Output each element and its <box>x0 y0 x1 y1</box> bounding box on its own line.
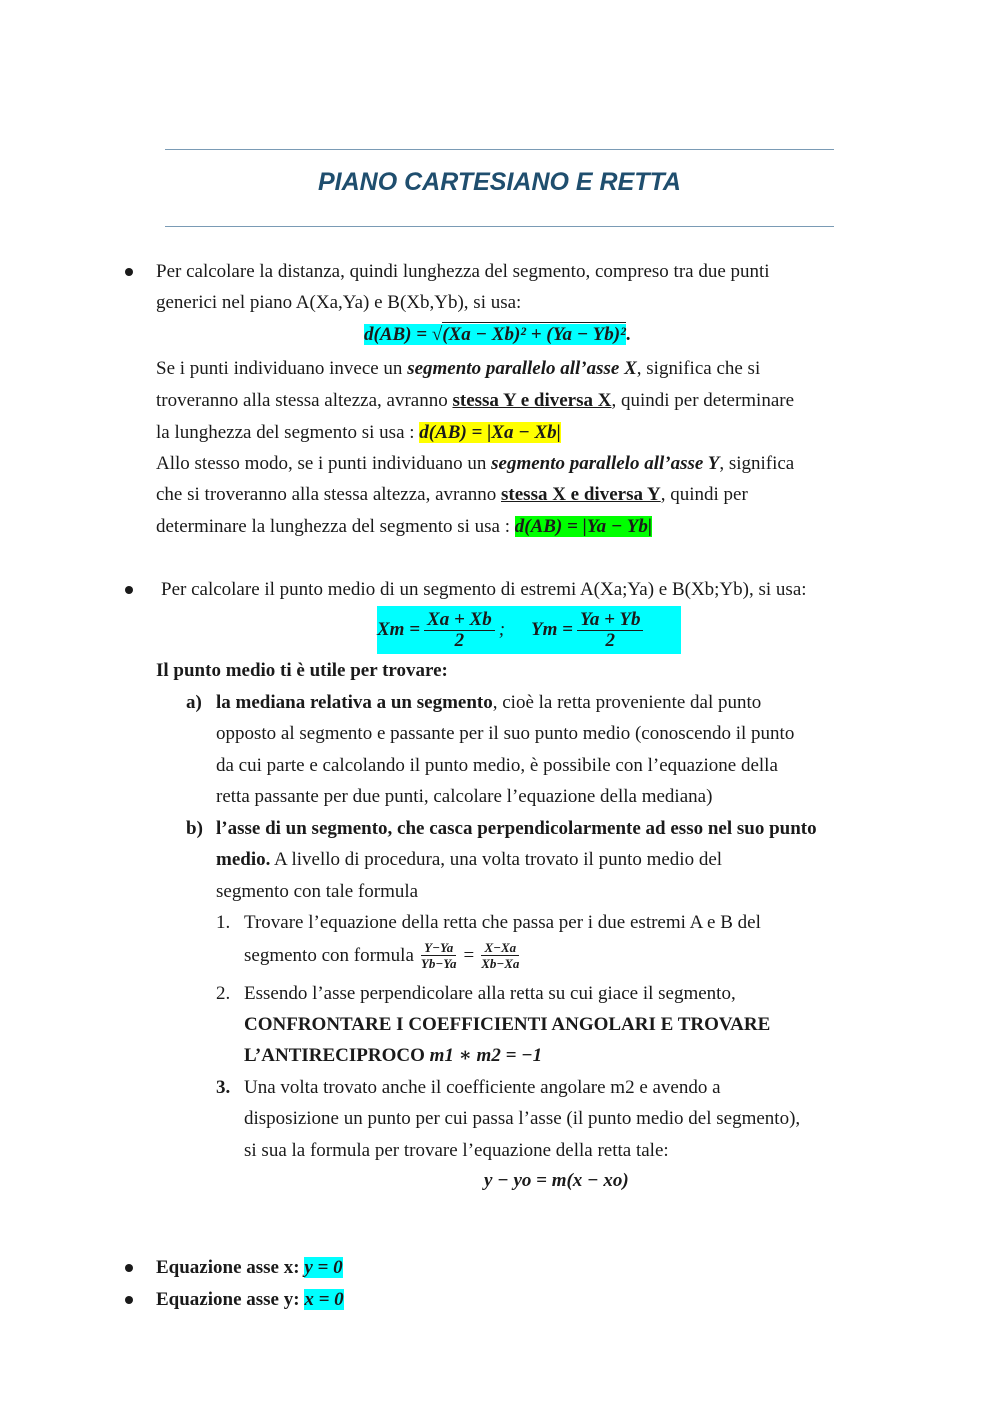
distance-formula-radicand: (Xa − Xb)² + (Ya − Yb)² <box>442 324 626 345</box>
xm-numerator: Xa + Xb <box>424 610 495 631</box>
parallel-y-emphasis: segmento parallelo all’asse Y <box>491 453 720 474</box>
parallel-y-text-f: determinare la lunghezza del segmento si usa : <box>156 516 515 537</box>
parallel-y-formula: d(AB) = |Ya − Yb| <box>514 516 653 537</box>
parallel-x-text-a: Se i punti individuano invece un <box>156 358 408 379</box>
parallel-x-emphasis: segmento parallelo all’asse X <box>407 358 637 379</box>
step-2-line-3 <box>244 1043 542 1069</box>
step-2-label: 2. <box>216 983 231 1004</box>
distance-formula <box>364 322 631 348</box>
step-3-label: 3. <box>216 1077 231 1098</box>
title-bottom-rule <box>165 226 834 227</box>
distance-line-2: generici nel piano A(Xa,Ya) e B(Xb,Yb), si usa: <box>156 292 522 313</box>
item-b-text: A livello di procedura, una volta trovato il punto medio del <box>270 849 723 870</box>
parallel-x-line-2 <box>156 388 794 414</box>
axis-x-equation <box>156 1255 343 1281</box>
item-b-line-2 <box>216 847 722 873</box>
parallel-y-text-c: , significa <box>719 453 795 474</box>
distance-formula-dot: . <box>625 324 631 345</box>
step-1-line-1: Trovare l’equazione della retta che passa per i due estremi A e B del <box>244 912 761 933</box>
parallel-x-underlined: stessa Y e diversa X <box>452 390 612 411</box>
step-1-label: 1. <box>216 912 231 933</box>
ym-label: Ym = <box>531 619 574 640</box>
distance-line-1: Per calcolare la distanza, quindi lunghezza del segmento, compreso tra due punti <box>156 261 770 282</box>
parallel-x-line-1 <box>156 356 760 382</box>
distance-formula-highlight <box>364 324 626 345</box>
item-a-text: , cioè la retta proveniente dal punto <box>492 692 762 713</box>
title-top-rule <box>165 149 834 150</box>
item-a-label: a) <box>186 692 202 713</box>
formula-separator: ; <box>498 619 506 640</box>
line-eq-right-num: X−Xa <box>481 940 519 956</box>
parallel-x-text-d: troveranno alla stessa altezza, avranno <box>156 390 453 411</box>
line-eq-fraction-left <box>418 940 460 971</box>
axis-x-label: Equazione asse x: <box>156 1257 305 1278</box>
step-3-line-2: disposizione un punto per cui passa l’asse (il punto medio del segmento), <box>244 1108 801 1129</box>
item-b-label: b) <box>186 818 203 839</box>
line-eq-equals: = <box>463 944 475 966</box>
item-b-bold: medio. <box>216 849 271 870</box>
parallel-x-text-f: la lunghezza del segmento si usa : <box>156 422 420 443</box>
bullet-axis-y <box>125 1296 133 1304</box>
step-1-line-2 <box>244 940 522 971</box>
line-eq-right-den: Xb−Xa <box>481 956 520 971</box>
parallel-y-underlined: stessa X e diversa Y <box>501 484 661 505</box>
sqrt-symbol: √ <box>431 324 443 345</box>
step-2-bold: L’ANTIRECIPROCO <box>244 1045 430 1066</box>
parallel-x-text-e: , quindi per determinare <box>611 390 795 411</box>
parallel-y-text-d: che si troveranno alla stessa altezza, avranno <box>156 484 502 505</box>
item-a-line-4: retta passante per due punti, calcolare l’equazione della mediana) <box>216 786 713 807</box>
item-b-line-3: segmento con tale formula <box>216 881 419 902</box>
step-2-line-1: Essendo l’asse perpendicolare alla retta su cui giace il segmento, <box>244 983 736 1004</box>
line-eq-fraction-right <box>478 940 522 971</box>
distance-formula-left: d(AB) = <box>364 324 432 345</box>
step-3-line-3: si sua la formula per trovare l’equazione della retta tale: <box>244 1140 669 1161</box>
axis-x-formula: y = 0 <box>304 1257 343 1278</box>
parallel-x-line-3 <box>156 420 561 446</box>
ym-numerator: Ya + Yb <box>577 610 643 631</box>
item-a-bold: la mediana relativa a un segmento <box>216 692 493 713</box>
item-a-line-1 <box>216 690 761 716</box>
item-b-line-1: l’asse di un segmento, che casca perpendicolarmente ad esso nel suo punto <box>216 818 817 839</box>
line-eq-left-den: Yb−Ya <box>420 956 457 971</box>
antireciprocal-formula: m1 ∗ m2 = −1 <box>429 1045 543 1066</box>
step-3-line-1: Una volta trovato anche il coefficiente angolare m2 e avendo a <box>244 1077 721 1098</box>
xm-fraction <box>424 610 495 651</box>
ym-fraction <box>577 610 643 651</box>
ym-denominator: 2 <box>605 629 615 651</box>
point-slope-formula: y − yo = m(x − xo) <box>484 1170 629 1191</box>
step-1-text: segmento con formula <box>244 944 414 966</box>
item-a-line-2: opposto al segmento e passante per il suo punto medio (conoscendo il punto <box>216 723 795 744</box>
midpoint-intro: Per calcolare il punto medio di un segmento di estremi A(Xa;Ya) e B(Xb;Yb), si usa: <box>161 579 807 600</box>
parallel-y-line-1 <box>156 451 794 477</box>
parallel-y-line-3 <box>156 514 652 540</box>
xm-label: Xm = <box>377 619 421 640</box>
parallel-y-text-a: Allo stesso modo, se i punti individuano un <box>156 453 492 474</box>
midpoint-uses-heading: Il punto medio ti è utile per trovare: <box>156 660 448 681</box>
parallel-x-text-c: , significa che si <box>636 358 761 379</box>
item-a-line-3: da cui parte e calcolando il punto medio, è possibile con l’equazione della <box>216 755 778 776</box>
midpoint-formula <box>377 606 681 654</box>
step-2-line-2: CONFRONTARE I COEFFICIENTI ANGOLARI E TROVARE <box>244 1014 771 1035</box>
bullet-midpoint <box>125 586 133 594</box>
axis-y-formula: x = 0 <box>304 1289 344 1310</box>
xm-denominator: 2 <box>454 629 465 651</box>
bullet-distance <box>125 268 133 276</box>
parallel-y-text-e: , quindi per <box>660 484 748 505</box>
page-title: PIANO CARTESIANO E RETTA <box>318 168 681 196</box>
axis-y-equation <box>156 1287 344 1313</box>
axis-y-label: Equazione asse y: <box>156 1289 305 1310</box>
line-eq-left-num: Y−Ya <box>421 940 456 956</box>
parallel-y-line-2 <box>156 482 748 508</box>
parallel-x-formula: d(AB) = |Xa − Xb| <box>419 422 561 443</box>
bullet-axis-x <box>125 1264 133 1272</box>
